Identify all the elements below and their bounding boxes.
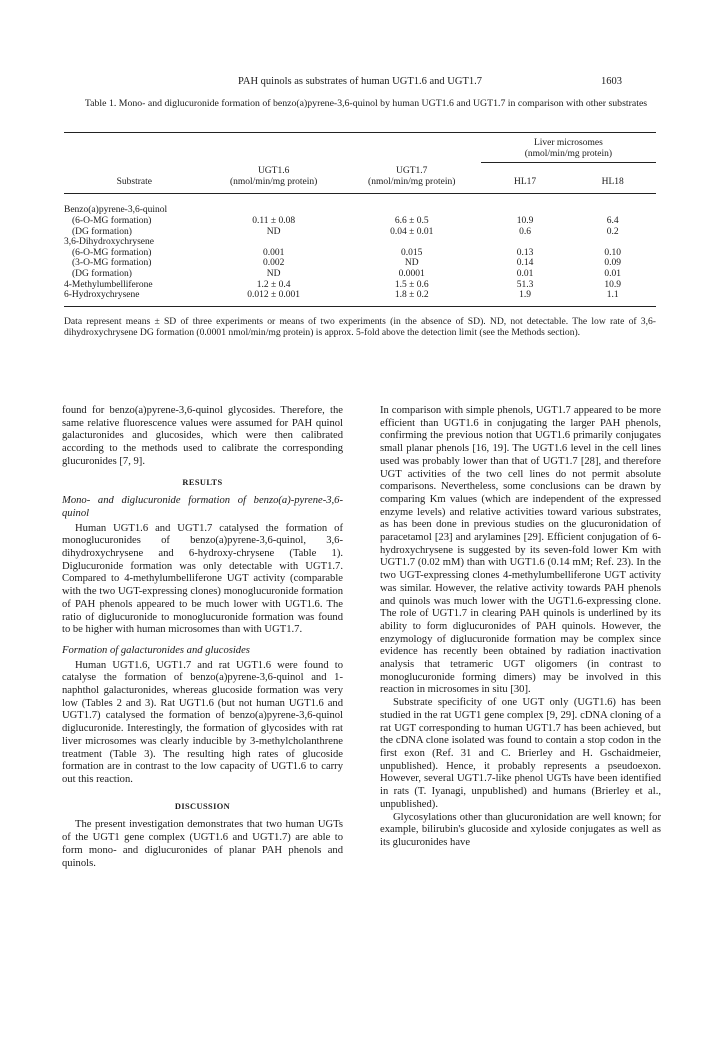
subsection-heading-glucuronide: Mono- and diglucuronide formation of benzo(a)-pyrene-3,6-quinol	[62, 495, 343, 519]
paragraph-intro: found for benzo(a)pyrene-3,6-quinol glycosides. Therefore, the same relative fluorescence values were assumed for PAH quinol galacturonides and glucosides, which were then calibrated according to the methods used to calibrate the corresponding glucuronides [7, 9].	[62, 405, 343, 467]
table-header-row-1	[64, 133, 656, 167]
cell-hl18: 0.10	[604, 247, 621, 258]
cell-ugt16: 0.11 ± 0.08	[252, 215, 296, 226]
cell-hl18	[569, 200, 656, 216]
cell-hl17: 10.9	[516, 215, 534, 226]
paragraph-comparison: In comparison with simple phenols, UGT1.7 appeared to be more efficient than UGT1.6 in conjugating the larger PAH phenols, confirming the previous notion that UGT1.6 primarily conjugates small planar phenols [16, 19]. The UGT1.6 level in the cell lines used was probably lower than that of UGT1.7 [28], and therefore UGT activities of the two cell lines do not permit absolute comparisons. Nevertheless, some conclusions can be drawn by comparing Km values (which are independent of the expressed enzyme levels) and relative activities toward various substrates, as has been done in previous studies on the glucuronidation of paracetamol [23] and arylamines [29]. Efficient conjugation of 6-hydroxychrysene is suggested by its seven-fold lower Km with UGT1.7 (0.02 mM) than with UGT1.6 (0.14 mM; Ref. 23). In the two UGT-expressing clones 4-methylumbelliferone UGT activity was similar. However, the relative activity towards PAH phenols and quinols was much lower with the UGT1.6-expressing clone. The role of UGT1.7 in clearing PAH quinols is underlined by its ability to form diglucuronides of PAH quinols. However, the enzymology of diglucuronide formation may be complex since evidence has recently been obtained by radiation inactivation analysis that tetrameric UGT oligomers (in contrast to monoglucuronide forming dimers) may be involved in this reaction in microsomes in situ [30].	[380, 405, 661, 696]
table-row	[64, 290, 656, 306]
table-footnote: Data represent means ± SD of three experiments or means of two experiments (in the absence of SD). ND, not detectable. The low rate of 3,6-dihydroxychrysene DG formation (0.0001 nmol/min/mg protein) is approx. 5-fold above the detection limit (see the Methods section).	[64, 316, 656, 339]
header-ugt16	[205, 166, 343, 194]
cell-hl17: 51.3	[516, 279, 534, 290]
right-column	[380, 405, 661, 850]
cell-hl18: 1.1	[606, 290, 619, 301]
table-bottom-rule	[64, 306, 656, 307]
running-head: PAH quinols as substrates of human UGT1.6 and UGT1.7	[237, 76, 482, 87]
paragraph-discussion: The present investigation demonstrates that two human UGTs of the UGT1 gene complex (UGT1.6 and UGT1.7) are able to form mono- and diglucuronides of planar PAH phenols and quinols.	[62, 819, 343, 869]
liver-header-unit: (nmol/min/mg protein)	[481, 149, 656, 164]
subsection-heading-galacturonides: Formation of galacturonides and glucosides	[62, 644, 250, 656]
cell-hl18: 0.01	[604, 268, 621, 279]
section-heading-results: RESULTS	[182, 477, 223, 487]
cell-hl17: 0.01	[516, 268, 534, 279]
cell-ugt17: 6.6 ± 0.5	[394, 215, 429, 226]
table-row	[64, 280, 656, 291]
table-caption: Table 1. Mono- and diglucuronide formation of benzo(a)pyrene-3,6-quinol by human UGT1.6 and UGT1.7 in comparison with other substrates	[84, 98, 648, 109]
liver-header	[481, 133, 656, 167]
cell-ugt16: 0.002	[262, 258, 285, 269]
cell-ugt17	[343, 200, 481, 216]
cell-hl18	[569, 237, 656, 248]
cell-hl17	[481, 237, 570, 248]
cell-hl17: 1.9	[519, 290, 531, 301]
header-ugt16-title: UGT1.6	[257, 166, 290, 177]
cell-ugt16: ND	[266, 268, 281, 279]
cell-ugt16	[205, 237, 343, 248]
cell-ugt16	[205, 200, 343, 216]
cell-substrate: (6-O-MG formation)	[72, 215, 152, 226]
cell-substrate: 3,6-Dihydroxychrysene	[64, 237, 154, 248]
paragraph-glycosylations: Glycosylations other than glucuronidation are well known; for example, bilirubin's glucoside and xyloside conjugates as well as its glucuronides have	[380, 811, 661, 848]
cell-substrate: (3-O-MG formation)	[72, 258, 152, 269]
cell-substrate: (6-O-MG formation)	[72, 247, 152, 258]
cell-ugt16: 0.001	[262, 247, 285, 258]
cell-substrate: (DG formation)	[72, 226, 132, 237]
header-substrate: Substrate	[116, 176, 152, 187]
header-hl17: HL17	[513, 176, 537, 187]
liver-header-title: Liver microsomes	[533, 138, 603, 148]
table-row	[64, 269, 656, 280]
left-column	[62, 405, 343, 870]
cell-ugt17: 0.04 ± 0.01	[390, 226, 434, 237]
cell-ugt17: ND	[404, 258, 419, 269]
header-ugt17	[343, 166, 481, 194]
table-row	[64, 200, 656, 216]
table-row	[64, 227, 656, 238]
table-row	[64, 216, 656, 227]
table-body	[64, 200, 656, 306]
page-number: 1603	[601, 76, 622, 87]
cell-substrate: (DG formation)	[72, 268, 132, 279]
table-header-row-2	[64, 166, 656, 194]
cell-hl18: 0.2	[606, 226, 619, 237]
cell-ugt17: 1.8 ± 0.2	[394, 290, 429, 301]
cell-substrate: Benzo(a)pyrene-3,6-quinol	[64, 205, 168, 216]
cell-ugt16: 0.012 ± 0.001	[247, 290, 300, 301]
cell-hl17: 0.14	[516, 258, 534, 269]
cell-ugt16: ND	[266, 226, 281, 237]
cell-ugt17	[343, 237, 481, 248]
table-row	[64, 237, 656, 248]
data-table	[64, 132, 656, 307]
paragraph-glucuronide: Human UGT1.6 and UGT1.7 catalysed the formation of monoglucuronides of benzo(a)pyrene-3,6-quinol, 3,6-dihydroxychrysene and 6-hydroxy-chrysene (Table 1). Diglucuronide formation was only detectable with UGT1.7. Compared to 4-methylumbelliferone UGT activity (comparable with the two UGT-expressing clones) monoglucuronide formation of PAH phenols appeared to be much lower with UGT1.6. The ratio of diglucuronide to monoglucuronide formation was found to be higher with human microsomes than with UGT1.7.	[62, 522, 343, 636]
header-ugt17-unit: (nmol/min/mg protein)	[368, 176, 456, 187]
paragraph-galacturonides: Human UGT1.6, UGT1.7 and rat UGT1.6 were found to catalyse the formation of benzo(a)pyrene-3,6-quinol and 1-naphthol galacturonides, whereas glucoside formation was very low (Tables 2 and 3). Rat UGT1.6 (but not human UGT1.6 and UGT1.7) catalysed the formation of benzo(a)pyrene-3,6-quinol diglucuronide. Interestingly, the formation of glycosides with rat liver microsomes was clearly inducible by 3-methylcholanthrene treatment (Table 3). The resulting high rates of glucoside formation are in contrast to the low capacity of UGT1.6 to carry out this reaction.	[62, 659, 343, 785]
header-hl18: HL18	[601, 176, 624, 187]
cell-substrate: 6-Hydroxychrysene	[64, 290, 140, 301]
cell-hl17: 0.13	[516, 247, 534, 258]
cell-hl18: 0.09	[604, 258, 621, 269]
cell-ugt17: 0.0001	[398, 268, 425, 279]
section-heading-discussion: DISCUSSION	[174, 801, 231, 811]
cell-ugt16: 1.2 ± 0.4	[256, 279, 291, 290]
cell-hl17	[481, 200, 570, 216]
paragraph-substrate-specificity: Substrate specificity of one UGT only (UGT1.6) has been studied in the rat UGT1 gene complex [9, 29]. cDNA cloning of a rat UGT corresponding to human UGT1.7 has been achieved, but the cDNA clone isolated was found to contain a stop codon in the first exon (Ref. 31 and C. Brierley and H. Gschaidmeier, unpublished). Hence, it probably represents a pseudoexon. However, several UGT1.7-like phenol UGTs have been identified in rats (T. Iyanagi, unpublished) and humans (Brierley et al., unpublished).	[380, 697, 661, 810]
cell-ugt17: 0.015	[401, 247, 423, 258]
header-ugt16-unit: (nmol/min/mg protein)	[229, 176, 318, 187]
cell-hl18: 6.4	[606, 215, 619, 226]
table-row	[64, 258, 656, 269]
cell-hl18: 10.9	[604, 279, 621, 290]
cell-hl17: 0.6	[519, 226, 531, 237]
header-ugt17-title: UGT1.7	[396, 166, 428, 177]
cell-substrate: 4-Methylumbelliferone	[64, 279, 153, 290]
cell-ugt17: 1.5 ± 0.6	[394, 279, 429, 290]
table-row	[64, 248, 656, 259]
